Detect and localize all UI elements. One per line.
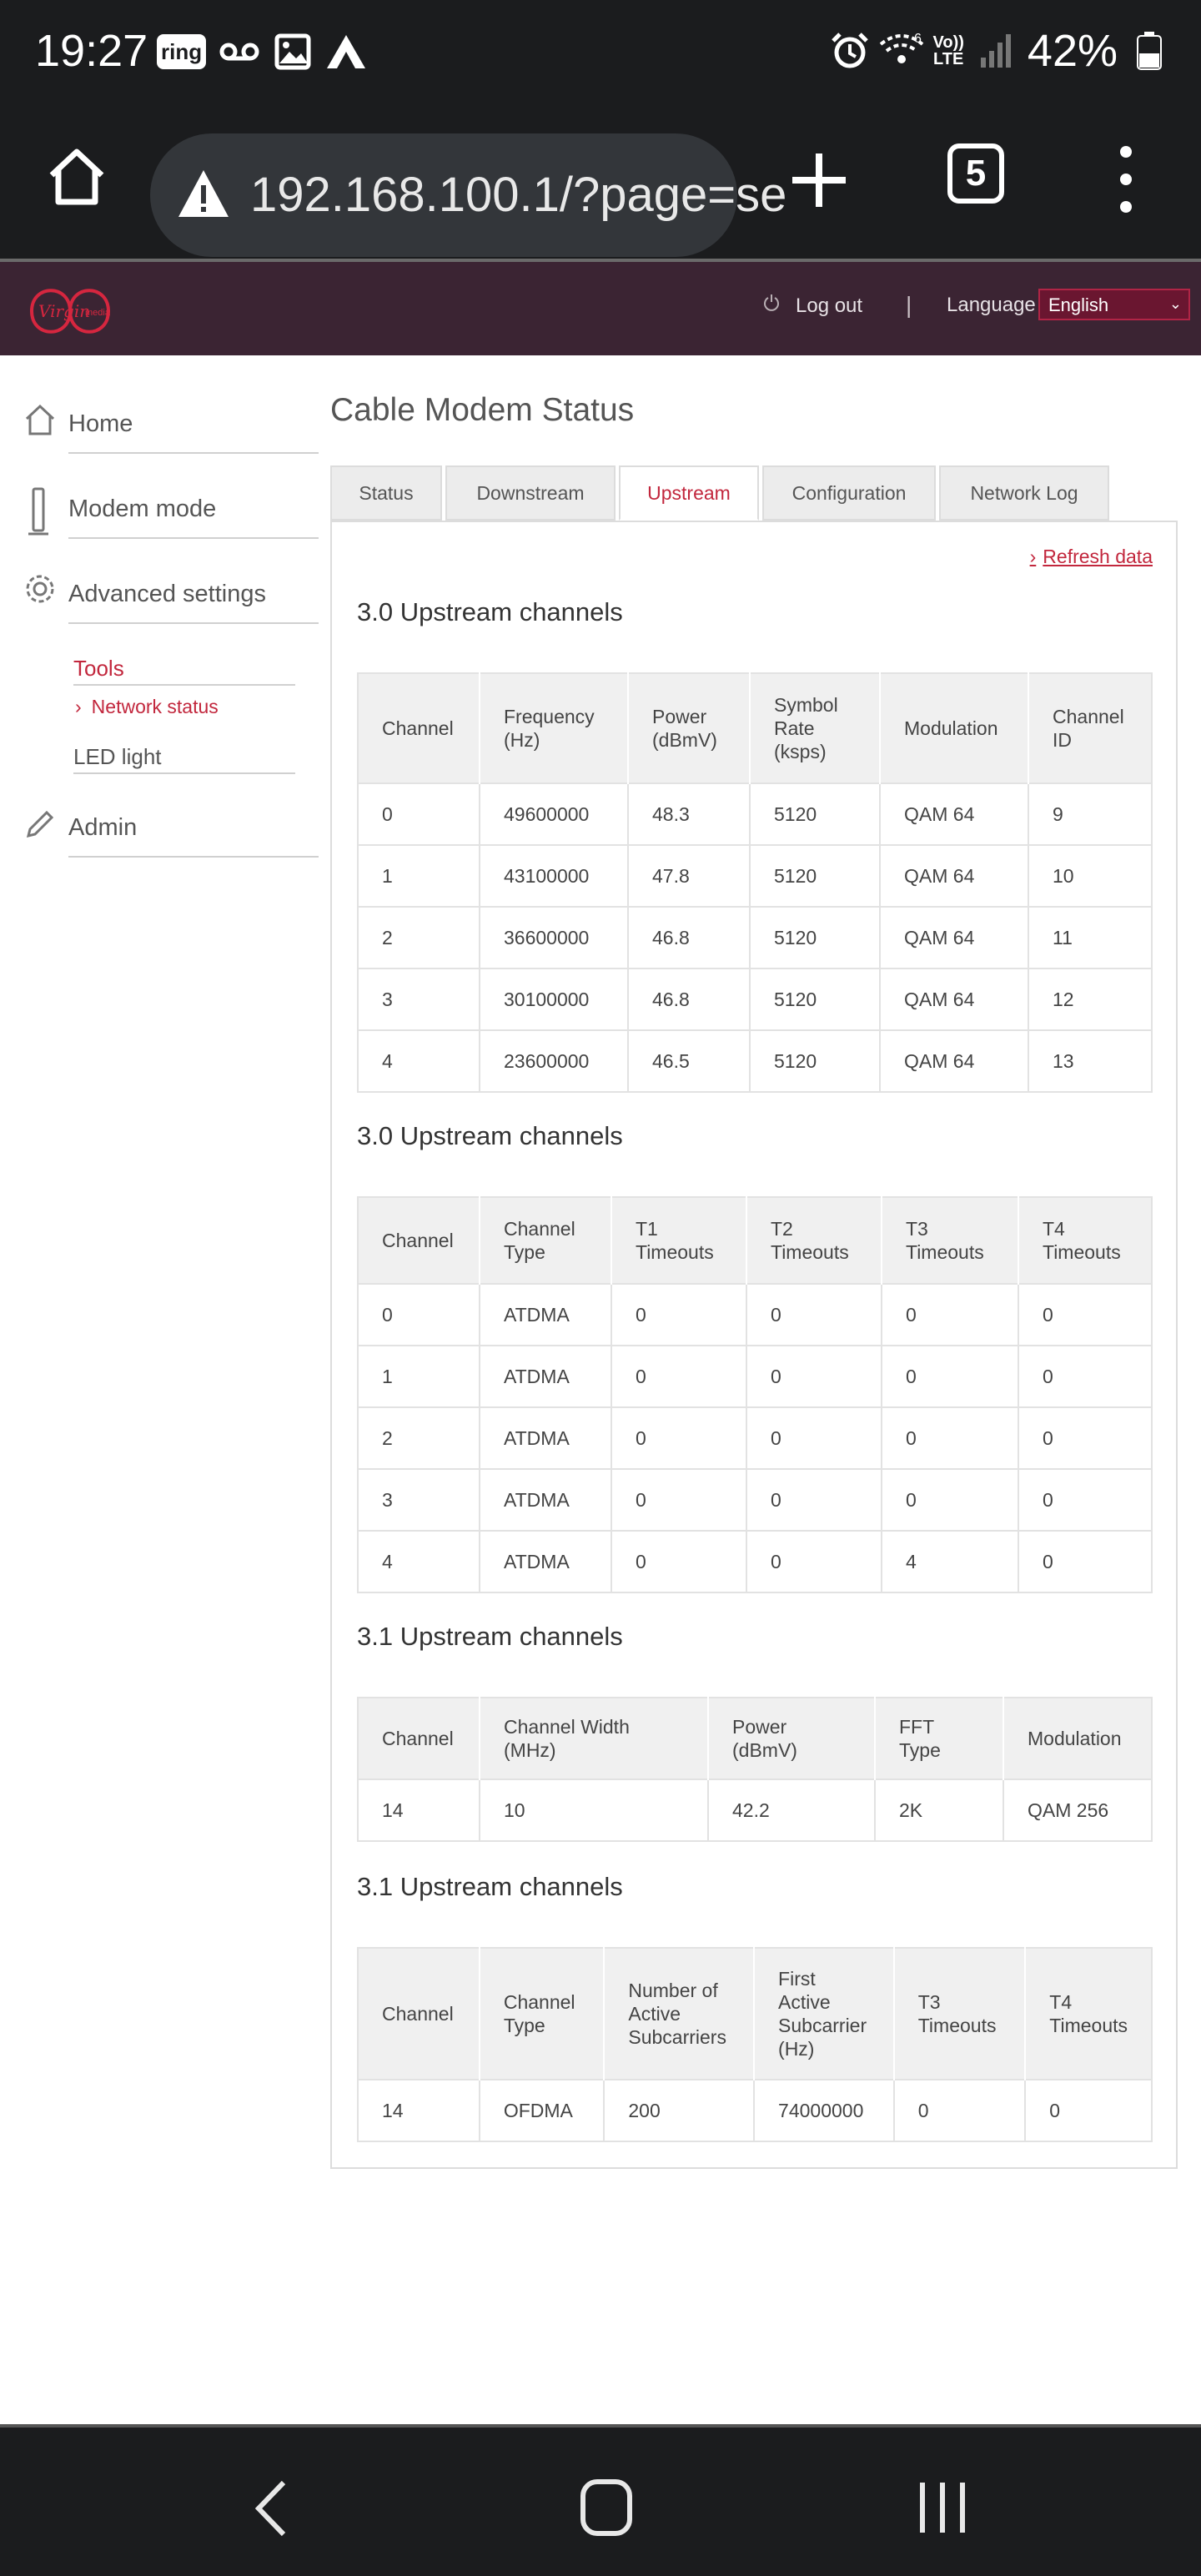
table-cell: QAM 64 [880, 969, 1028, 1030]
table-cell: 14 [358, 2080, 480, 2141]
table-cell: QAM 64 [880, 845, 1028, 907]
column-header: T3 Timeouts [882, 1197, 1018, 1284]
table-cell: 0 [882, 1469, 1018, 1531]
table-header-row [358, 673, 1152, 783]
nav-label-home: Home [68, 410, 133, 437]
volte-icon: Vo)) LTE [932, 33, 964, 68]
table-row [358, 2080, 1152, 2141]
table-cell: 48.3 [628, 783, 750, 845]
voicemail-icon [219, 32, 259, 72]
table-cell: ATDMA [480, 1407, 611, 1469]
table-cell: 46.8 [628, 907, 750, 969]
section-title: 3.0 Upstream channels [357, 597, 623, 626]
table-cell: 0 [746, 1469, 882, 1531]
nav-item-network-status[interactable] [75, 696, 219, 718]
table-cell: ATDMA [480, 1531, 611, 1592]
table-cell: 11 [1028, 907, 1152, 969]
table-cell: 0 [746, 1284, 882, 1346]
nav-label-network-status: Network status [91, 696, 219, 717]
table-cell: OFDMA [480, 2080, 605, 2141]
column-header: T4 Timeouts [1018, 1197, 1152, 1284]
home-icon[interactable] [43, 143, 110, 210]
table-cell: 36600000 [480, 907, 628, 969]
new-tab-plus-icon[interactable] [784, 145, 854, 215]
android-navigation-bar [0, 2424, 1201, 2576]
table-cell: 12 [1028, 969, 1152, 1030]
page-title: Cable Modem Status [330, 392, 635, 428]
table-cell: 13 [1028, 1030, 1152, 1092]
table-cell: 10 [1028, 845, 1152, 907]
table-cell: 4 [358, 1030, 480, 1092]
alarm-icon [830, 31, 870, 71]
table-row [358, 783, 1152, 845]
column-header: Power (dBmV) [628, 673, 750, 783]
router-header [0, 259, 1201, 355]
table-cell: 0 [894, 2080, 1026, 2141]
section-title: 3.1 Upstream channels [357, 1622, 623, 1651]
language-label: Language [947, 294, 1036, 316]
nav-label-admin: Admin [68, 814, 138, 841]
browser-toolbar [0, 108, 1201, 259]
ring-app-icon: ring [157, 34, 206, 69]
language-value: English [1048, 294, 1109, 315]
column-header: Modulation [1003, 1698, 1152, 1779]
back-icon[interactable] [250, 2479, 292, 2538]
column-header: Channel [358, 1698, 480, 1779]
nav-item-advanced-settings[interactable] [23, 572, 295, 622]
refresh-data-label: Refresh data [1043, 546, 1153, 567]
table-cell: 0 [611, 1531, 746, 1592]
table-cell: 4 [882, 1531, 1018, 1592]
chevron-right-icon: › [1029, 546, 1037, 567]
tab-downstream[interactable]: Downstream [445, 465, 616, 521]
table-cell: 14 [358, 1779, 480, 1841]
language-select[interactable] [1038, 289, 1190, 320]
table-cell: 200 [604, 2080, 754, 2141]
table-cell: 2K [875, 1779, 1003, 1841]
table-cell: QAM 64 [880, 1030, 1028, 1092]
house-icon [23, 402, 57, 444]
column-header: Number of Active Subcarriers [604, 1948, 754, 2080]
table-cell: 3 [358, 969, 480, 1030]
logout-label: Log out [796, 294, 863, 317]
column-header: T2 Timeouts [746, 1197, 882, 1284]
table-cell: 46.8 [628, 969, 750, 1030]
overflow-menu-icon[interactable] [1109, 143, 1143, 215]
column-header: Symbol Rate (ksps) [750, 673, 880, 783]
table-cell: 5120 [750, 783, 880, 845]
android-status-bar [0, 0, 1201, 108]
table-cell: 10 [480, 1779, 708, 1841]
table-cell: ATDMA [480, 1346, 611, 1407]
column-header: First Active Subcarrier (Hz) [754, 1948, 894, 2080]
table-cell: 0 [1018, 1531, 1152, 1592]
table-header-row [358, 1948, 1152, 2080]
left-navigation [0, 355, 317, 1190]
url-bar[interactable] [150, 133, 787, 257]
column-header: Power (dBmV) [708, 1698, 875, 1779]
modem-icon [23, 487, 57, 529]
column-header: FFT Type [875, 1698, 1003, 1779]
table-cell: 0 [611, 1407, 746, 1469]
gallery-icon [273, 32, 313, 72]
table-cell: 43100000 [480, 845, 628, 907]
nav-divider [68, 856, 319, 858]
power-icon [762, 294, 781, 318]
signal-icon [976, 31, 1016, 71]
table-cell: 0 [1018, 1407, 1152, 1469]
nav-divider [68, 452, 319, 454]
column-header: Channel [358, 1197, 480, 1284]
nav-divider [73, 684, 295, 686]
table-cell: QAM 64 [880, 907, 1028, 969]
column-header: Modulation [880, 673, 1028, 783]
tab-upstream[interactable]: Upstream [619, 465, 759, 521]
table-cell: 0 [611, 1284, 746, 1346]
svg-text:Virgin: Virgin [38, 301, 91, 321]
column-header: Channel Type [480, 1197, 611, 1284]
table-cell: 3 [358, 1469, 480, 1531]
gear-icon [23, 572, 57, 614]
table-row [358, 969, 1152, 1030]
battery-icon [1129, 31, 1169, 71]
table-cell: 0 [882, 1284, 1018, 1346]
table-cell: 47.8 [628, 845, 750, 907]
table-row [358, 1779, 1152, 1841]
table-cell: 9 [1028, 783, 1152, 845]
table-cell: 0 [746, 1346, 882, 1407]
recent-apps-icon[interactable] [916, 2479, 969, 2536]
table-cell: 5120 [750, 845, 880, 907]
table-cell: 2 [358, 907, 480, 969]
logout-button[interactable] [762, 294, 862, 318]
header-separator: | [906, 292, 912, 318]
section-title: 3.0 Upstream channels [357, 1121, 623, 1150]
table-cell: QAM 256 [1003, 1779, 1152, 1841]
warning-icon[interactable] [175, 167, 232, 220]
table-cell: 0 [1025, 2080, 1152, 2141]
battery-percent: 42% [1027, 26, 1118, 76]
svg-text:media: media [85, 308, 110, 318]
upstream-30-channels-table [357, 672, 1153, 1093]
nav-divider [68, 537, 319, 539]
nav-divider [73, 772, 295, 774]
wifi-icon [882, 31, 922, 71]
table-cell: 1 [358, 1346, 480, 1407]
nav-divider [68, 622, 319, 624]
table-row [358, 1469, 1152, 1531]
table-cell: 0 [1018, 1469, 1152, 1531]
table-header-row [358, 1197, 1152, 1284]
table-cell: 0 [611, 1346, 746, 1407]
table-row [358, 1346, 1152, 1407]
virgin-media-logo[interactable] [15, 275, 125, 347]
nav-label-advanced-settings: Advanced settings [68, 581, 266, 607]
tab-count-button[interactable]: 5 [947, 143, 1004, 204]
table-row [358, 1531, 1152, 1592]
tab-configuration[interactable]: Configuration [762, 465, 936, 521]
table-cell: 0 [746, 1407, 882, 1469]
column-header: Channel Width (MHz) [480, 1698, 708, 1779]
chevron-right-icon: › [75, 696, 82, 717]
table-row [358, 907, 1152, 969]
column-header: Channel [358, 1948, 480, 2080]
table-cell: 23600000 [480, 1030, 628, 1092]
table-cell: 1 [358, 845, 480, 907]
url-text[interactable]: 192.168.100.1/?page=se [250, 168, 787, 222]
table-cell: 5120 [750, 907, 880, 969]
upstream-31-subcarrier-table [357, 1947, 1153, 2142]
section-title: 3.1 Upstream channels [357, 1872, 623, 1901]
tab-bar [330, 465, 1109, 521]
column-header: T1 Timeouts [611, 1197, 746, 1284]
table-cell: 0 [882, 1407, 1018, 1469]
table-cell: 30100000 [480, 969, 628, 1030]
column-header: Channel [358, 673, 480, 783]
table-cell: 42.2 [708, 1779, 875, 1841]
table-row [358, 1407, 1152, 1469]
table-cell: 5120 [750, 969, 880, 1030]
nav-item-admin[interactable] [23, 806, 295, 856]
nav-item-tools[interactable]: Tools [73, 656, 124, 681]
nav-item-modem-mode[interactable] [23, 487, 295, 537]
table-cell: 4 [358, 1531, 480, 1592]
upstream-panel [330, 521, 1178, 2169]
table-cell: 2 [358, 1407, 480, 1469]
tab-status[interactable]: Status [330, 465, 442, 521]
column-header: T4 Timeouts [1025, 1948, 1152, 2080]
arrow-app-icon [326, 32, 366, 72]
column-header: Frequency (Hz) [480, 673, 628, 783]
column-header: Channel ID [1028, 673, 1152, 783]
table-row [358, 1284, 1152, 1346]
tab-network-log[interactable]: Network Log [939, 465, 1109, 521]
status-time: 19:27 [35, 26, 148, 76]
upstream-30-timeouts-table [357, 1196, 1153, 1593]
table-cell: 0 [746, 1531, 882, 1592]
table-row [358, 845, 1152, 907]
table-cell: 0 [1018, 1346, 1152, 1407]
nav-item-led-light[interactable]: LED light [73, 744, 162, 769]
table-cell: 0 [611, 1469, 746, 1531]
table-cell: 0 [882, 1346, 1018, 1407]
chevron-down-icon: ⌄ [1168, 295, 1182, 312]
table-cell: 5120 [750, 1030, 880, 1092]
table-cell: 0 [1018, 1284, 1152, 1346]
table-row [358, 1030, 1152, 1092]
svg-text:6: 6 [913, 32, 922, 46]
nav-label-modem-mode: Modem mode [68, 496, 217, 522]
table-cell: 0 [358, 783, 480, 845]
table-cell: QAM 64 [880, 783, 1028, 845]
upstream-31-channels-table [357, 1697, 1153, 1842]
table-cell: ATDMA [480, 1469, 611, 1531]
table-cell: 46.5 [628, 1030, 750, 1092]
table-cell: ATDMA [480, 1284, 611, 1346]
table-cell: 49600000 [480, 783, 628, 845]
table-cell: 74000000 [754, 2080, 894, 2141]
refresh-data-link[interactable] [1030, 546, 1153, 568]
table-header-row [358, 1698, 1152, 1779]
pencil-icon [23, 806, 57, 848]
column-header: Channel Type [480, 1948, 605, 2080]
nav-item-home[interactable] [23, 402, 295, 452]
table-cell: 0 [358, 1284, 480, 1346]
column-header: T3 Timeouts [894, 1948, 1026, 2080]
home-button-icon[interactable] [580, 2479, 632, 2536]
